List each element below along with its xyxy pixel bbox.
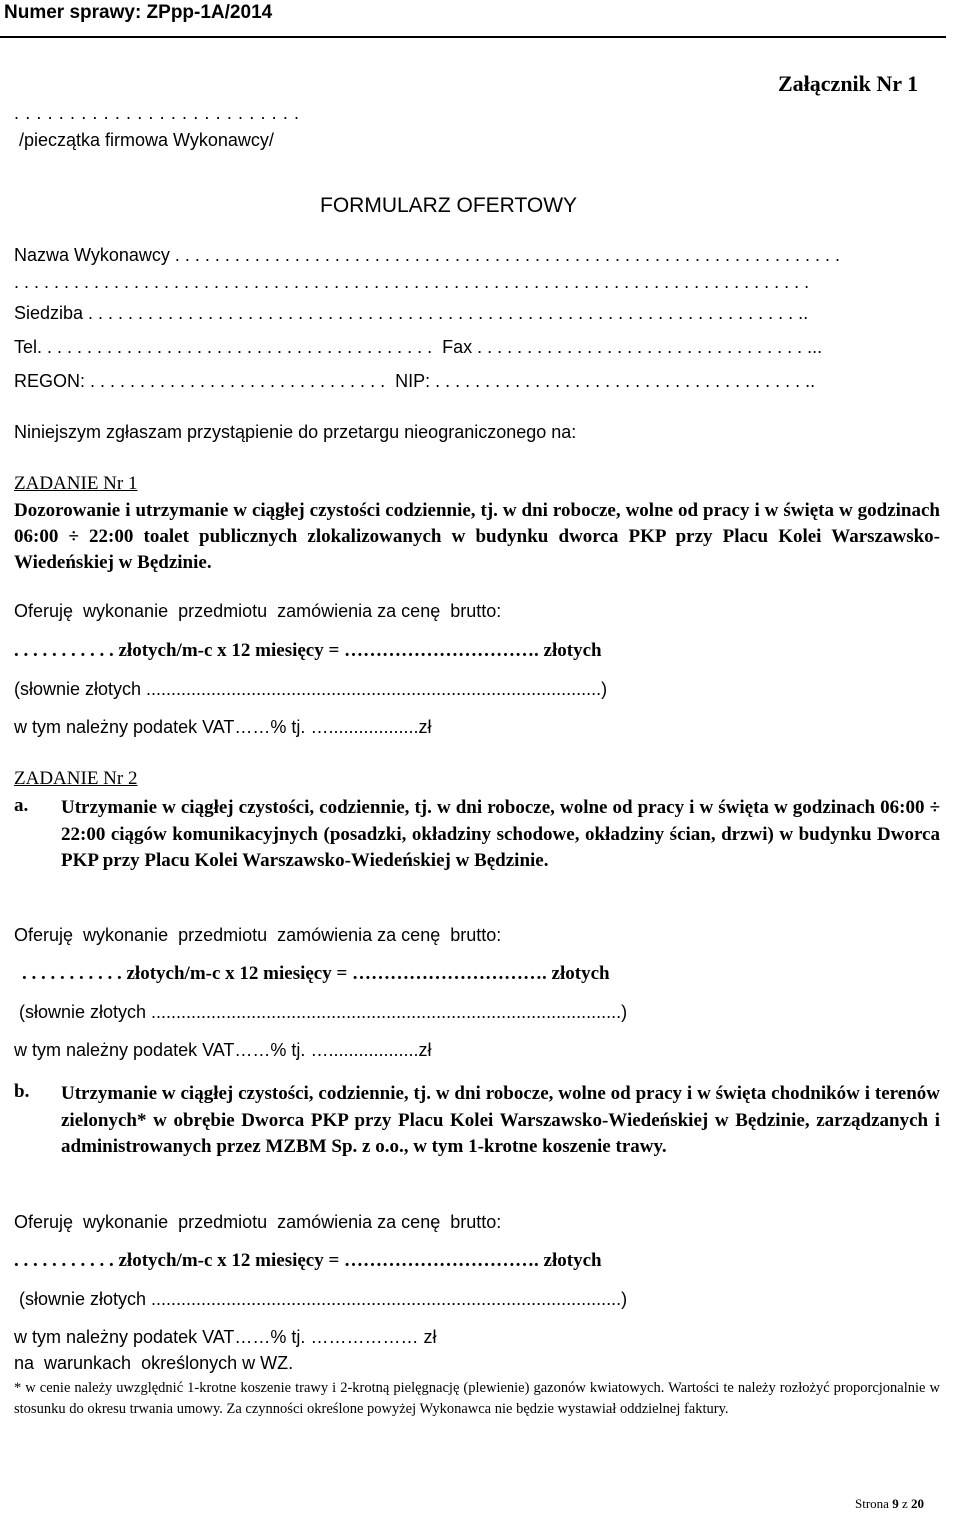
task1-vat-line: w tym należny podatek VAT……% tj. …..................zł: [14, 717, 432, 737]
page-total: 20: [910, 1496, 924, 1511]
task2-heading: ZADANIE Nr 2: [14, 768, 138, 789]
form-title: FORMULARZ OFERTOWY: [320, 194, 578, 217]
intro-text: Niniejszym zgłaszam przystąpienie do przetargu nieograniczonego na:: [14, 422, 577, 442]
task2a-description: Utrzymanie w ciągłej czystości, codziennie, tj. w dni robocze, wolne od pracy i w święta w godzinach 06:00 ÷ 22:00 ciągów komunikacyjnych (posadzki, okładziny schodowe, okładziny ścian, drzwi) w budynku Dworca PKP przy Placu Kolei Warszawsko-Wiedeńskiej w Będzinie.: [61, 797, 940, 871]
task2a-price-line: . . . . . . . . . . . złotych/m-c x 12 miesięcy = …………………………. złotych: [22, 963, 610, 984]
page-current: 9: [892, 1496, 899, 1511]
task1-offer-text: Oferuję wykonanie przedmiotu zamówienia za cenę brutto:: [14, 601, 502, 621]
page-prefix: Strona: [855, 1496, 893, 1511]
task2b-letter: b.: [14, 1081, 30, 1102]
task2b-vat-line: w tym należny podatek VAT……% tj. ……………… zł: [14, 1327, 437, 1347]
stamp-label: /pieczątka firmowa Wykonawcy/: [14, 130, 274, 150]
page-number: [855, 1496, 924, 1512]
task1-heading: ZADANIE Nr 1: [14, 473, 138, 494]
page-sep: z: [898, 1496, 911, 1511]
task1-description: Dozorowanie i utrzymanie w ciągłej czystości codziennie, tj. w dni robocze, wolne od pracy i w święta w godzinach 06:00 ÷ 22:00 toalet publicznych zlokalizowanych w budynku dworca PKP przy Placu Kolei Warszawsko-Wiedeńskiej w Będzinie.: [14, 500, 940, 573]
contractor-name-field: Nazwa Wykonawcy . . . . . . . . . . . . . . . . . . . . . . . . . . . . . . . . . . . . . . . . . . . . . . . . . . . . . . . . . . . . . . . . . . .: [14, 245, 841, 265]
footnote: * w cenie należy uwzględnić 1-krotne koszenie trawy i 2-krotną pielęgnację (plewienie) gazonów kwiatowych. Wartości te należy rozłożyć proporcjonalnie w stosunku do okresu trwania umowy. Za czynności określone powyżej Wykonawca nie będzie wystawiał oddzielnej faktury.: [14, 1380, 940, 1417]
attachment-label: Załącznik Nr 1: [778, 71, 919, 96]
task2b-price-line: . . . . . . . . . . . złotych/m-c x 12 miesięcy = …………………………. złotych: [14, 1250, 602, 1271]
task1-price-line: . . . . . . . . . . . złotych/m-c x 12 miesięcy = …………………………. złotych: [14, 640, 602, 661]
task2b-description: Utrzymanie w ciągłej czystości, codziennie, tj. w dni robocze, wolne od pracy i w święta chodników i terenów zielonych* w obrębie Dworca PKP przy Placu Kolei Warszawsko-Wiedeńskiej w Będzinie, zarządzanych i administrowanych przez MZBM Sp. z o.o., w tym 1-krotne koszenie trawy.: [61, 1083, 940, 1157]
contractor-tel-fax-field: Tel. . . . . . . . . . . . . . . . . . . . . . . . . . . . . . . . . . . . . . . . Fax . . . . . . . . . . . . . . . . . . . . . . . . . . . . . . . . . ...: [14, 337, 823, 357]
header-rule: [0, 36, 946, 38]
task2a-offer-text: Oferuję wykonanie przedmiotu zamówienia za cenę brutto:: [14, 925, 502, 945]
task2a-words-line: (słownie złotych ..............................................................................................): [14, 1002, 628, 1022]
contractor-name-field-cont: . . . . . . . . . . . . . . . . . . . . . . . . . . . . . . . . . . . . . . . . . . . . . . . . . . . . . . . . . . . . . . . . . . . . . . . . . . . . . . . .: [14, 272, 810, 292]
task2b-conditions: na warunkach określonych w WZ.: [14, 1353, 294, 1373]
task1-words-line: (słownie złotych ...........................................................................................): [14, 679, 608, 699]
task2b-words-line: (słownie złotych ..............................................................................................): [14, 1289, 628, 1309]
contractor-seat-field: Siedziba . . . . . . . . . . . . . . . . . . . . . . . . . . . . . . . . . . . . . . . . . . . . . . . . . . . . . . . . . . . . . . . . . . . . . . . ..: [14, 303, 809, 323]
stamp-dots: . . . . . . . . . . . . . . . . . . . . . . . . . .: [14, 103, 300, 123]
contractor-regon-nip-field: REGON: . . . . . . . . . . . . . . . . . . . . . . . . . . . . . . NIP: . . . . . . . . . . . . . . . . . . . . . . . . . . . . . . . . . . . . . ..: [14, 371, 816, 391]
task2b-offer-text: Oferuję wykonanie przedmiotu zamówienia za cenę brutto:: [14, 1212, 502, 1232]
case-number: Numer sprawy: ZPpp-1A/2014: [4, 2, 273, 23]
task2a-letter: a.: [14, 795, 29, 816]
task2a-vat-line: w tym należny podatek VAT……% tj. …..................zł: [14, 1040, 432, 1060]
